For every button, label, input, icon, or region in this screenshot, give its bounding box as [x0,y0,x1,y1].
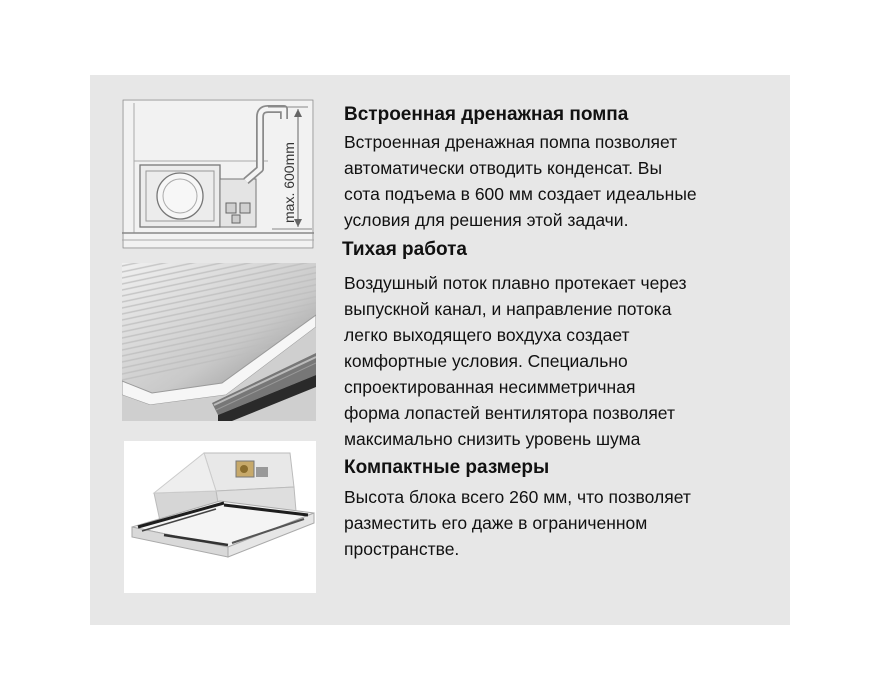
max-height-label: max. 600mm [281,142,297,223]
cassette-unit-photo-icon [124,441,316,593]
description-line: комфортные условия. Специально [344,351,628,371]
description-line: автоматически отводить конденсат. Вы [344,158,663,178]
description-line: спроектированная несимметричная [344,377,636,397]
feature-description [344,129,697,233]
description-line: Высота блока всего 260 мм, что позволяет [344,487,691,507]
feature-heading: Встроенная дренажная помпа [344,104,629,125]
feature-heading: Тихая работа [342,239,467,260]
description-line: условия для решения этой задачи. [344,210,629,230]
description-line: максимально снизить уровень шума [344,429,641,449]
feature-description [344,484,691,562]
description-line: Воздушный поток плавно протекает через [344,273,687,293]
feature-panel [90,75,790,625]
description-line: Встроенная дренажная помпа позволяет [344,132,678,152]
feature-description [344,270,686,452]
feature-heading: Компактные размеры [344,457,550,478]
description-line: сота подъема в 600 мм создает идеальные [344,184,697,204]
description-line: разместить его даже в ограниченном [344,513,648,533]
description-line: легко выходящего вохдуха создает [344,325,630,345]
description-line: пространстве. [344,539,460,559]
drain-pump-diagram-icon [122,99,314,249]
air-outlet-photo-icon [122,263,316,421]
description-line: выпускной канал, и направление потока [344,299,672,319]
description-line: форма лопастей вентилятора позволяет [344,403,675,423]
